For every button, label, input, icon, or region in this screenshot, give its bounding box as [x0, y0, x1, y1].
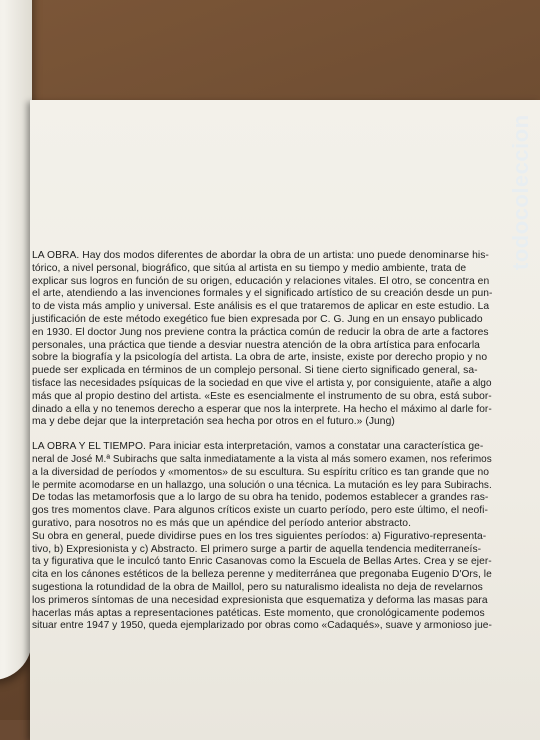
text-line: justificación de este método exegético fue bien expresada por C. G. Jung en un ensayo publicado — [32, 313, 483, 325]
left-page-edge — [0, 0, 32, 680]
text-line: to de vista más amplio y universal. Este análisis es el que trataremos de aplicar en este estudio. La — [32, 301, 490, 313]
text-line: ta y figurativa que le inculcó tanto Enric Casanovas como la Escuela de Bellas Artes. Crea y se ejer- — [32, 556, 492, 568]
text-line: De todas las metamorfosis que a lo largo de su obra ha tenido, podemos establecer a grandes ras- — [32, 492, 489, 504]
text-line: explicar sus logros en función de su origen, educación y relaciones vitales. El otro, se concentra en — [32, 275, 490, 287]
page-text — [32, 250, 492, 633]
text-line: ma y debe dejar que la interpretación sea hecha por otros en el futuro.» (Jung) — [32, 416, 395, 428]
text-line: puede ser explicada en términos de un complejo personal. Si tiene cierto significado general, sa- — [32, 365, 478, 377]
text-line: sugestiona la rotundidad de la obra de Maillol, pero su naturalismo idealista no deja de revelarnos — [32, 581, 483, 593]
text-line: gos tres momentos clave. Para algunos críticos existe un cuarto período, pero este último, el neofi- — [32, 505, 489, 517]
text-line: dinado a ella y no tenemos derecho a esperar que nos la interprete. Ha hecho el máximo al darle for- — [32, 403, 492, 415]
text-line: tivo, b) Expresionista y c) Abstracto. El primero surge a partir de aquella tendencia mediterraneís- — [32, 543, 482, 555]
text-line: situar entre 1947 y 1950, queda ejemplarizado por obras como «Cadaqués», suave y armonioso jue- — [32, 620, 492, 632]
text-line: neral de José M.ª Subirachs que salta inmediatamente a la vista al más somero examen, nos referimos — [32, 453, 492, 465]
text-line: más que al propio destino del artista. «Este es esencialmente el instrumento de su obra, está subor- — [32, 390, 492, 402]
watermark-text: todocoleccion — [508, 114, 533, 270]
watermark-logo — [508, 10, 536, 270]
paragraph-la-obra — [32, 250, 492, 429]
text-line: gurativo, para nosotros no es más que un apéndice del período anterior abstracto. — [32, 517, 411, 529]
text-line: tórico, a nivel personal, biográfico, que sitúa al artista en su tiempo y medio ambiente, trata de — [32, 262, 467, 274]
text-line: le permite acomodarse en un hallazgo, una solución o una técnica. La mutación es ley para Subirachs. — [32, 479, 492, 491]
text-line: tisface las necesidades psíquicas de la sociedad en que vive el artista y, por consiguiente, atañe a algo — [32, 377, 492, 389]
text-line: sobre la biografía y la psicología del artista. La obra de arte, insiste, existe por derecho propio y no — [32, 352, 488, 364]
paragraph-gap — [32, 429, 492, 441]
text-line: LA OBRA Y EL TIEMPO. Para iniciar esta interpretación, vamos a constatar una característica ge- — [32, 441, 484, 453]
text-line: los primeros síntomas de una necesidad expresionista que esquematiza y deforma las masas para — [32, 594, 488, 606]
text-line: a la diversidad de períodos y «momentos» de su escultura. Su espíritu crítico es tan grande que no — [32, 466, 490, 478]
text-line: cita en los cánones estéticos de la belleza perenne y mediterránea que pregonaba Eugenio D'Ors, le — [32, 569, 492, 581]
text-line: LA OBRA. Hay dos modos diferentes de abordar la obra de un artista: uno puede denominarse his- — [32, 250, 489, 261]
text-line: personales, una práctica que tiende a desviar nuestra atención de la obra artística para enfocarla — [32, 339, 480, 351]
text-line: Su obra en general, puede dividirse pues en los tres siguientes períodos: a) Figurativo-representa- — [32, 530, 487, 542]
text-line: el arte, atendiendo a las invenciones formales y el significado artístico de su creación desde un pun- — [32, 288, 493, 300]
text-line: hacerlas más aptas a representaciones patéticas. Este momento, que cronológicamente podemos — [32, 607, 485, 619]
text-line: en 1930. El doctor Jung nos previene contra la práctica común de reducir la obra de arte a factores — [32, 326, 489, 338]
paragraph-la-obra-y-el-tiempo — [32, 441, 492, 633]
